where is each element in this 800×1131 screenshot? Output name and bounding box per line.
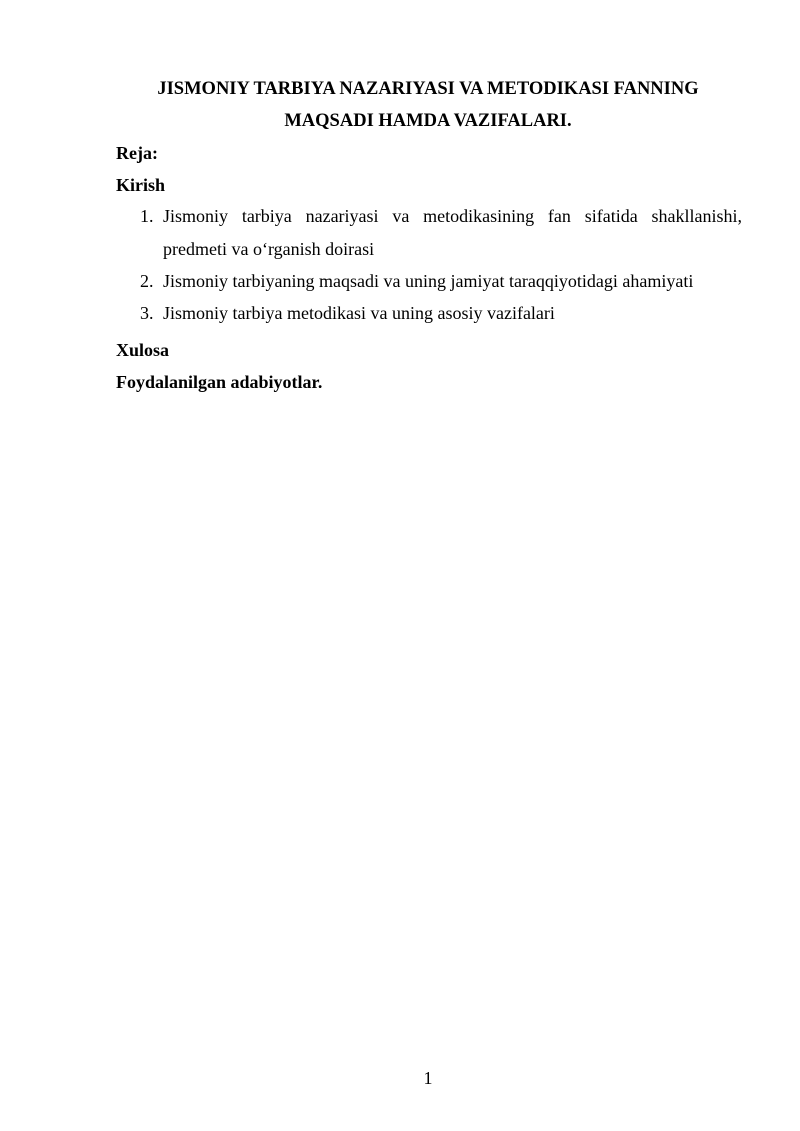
plan-item-number: 3. bbox=[140, 303, 154, 323]
plan-item-3 bbox=[116, 297, 742, 330]
plan-item-text: Jismoniy tarbiya metodikasi va uning asosiy vazifalari bbox=[163, 303, 555, 323]
plan-item-2 bbox=[116, 265, 742, 298]
plan-item-1 bbox=[116, 200, 742, 265]
plan-label: Reja: bbox=[116, 143, 158, 163]
plan-item-number: 2. bbox=[140, 271, 154, 291]
plan-item-text: Jismoniy tarbiya nazariyasi va metodikasining fan sifatida shakllanishi, predmeti va o‘rganish doirasi bbox=[163, 206, 742, 259]
conclusion-label: Xulosa bbox=[116, 340, 170, 360]
document-title-line-2: MAQSADI HAMDA VAZIFALARI. bbox=[284, 111, 572, 131]
page-number: 1 bbox=[423, 1068, 433, 1088]
references-label: Foydalanilgan adabiyotlar. bbox=[116, 372, 323, 392]
plan-item-text: Jismoniy tarbiyaning maqsadi va uning jamiyat taraqqiyotidagi ahamiyati bbox=[163, 271, 694, 291]
intro-label: Kirish bbox=[116, 175, 166, 195]
plan-item-number: 1. bbox=[140, 206, 154, 226]
document-title-line-1: JISMONIY TARBIYA NAZARIYASI VA METODIKASI FANNING bbox=[157, 79, 699, 99]
